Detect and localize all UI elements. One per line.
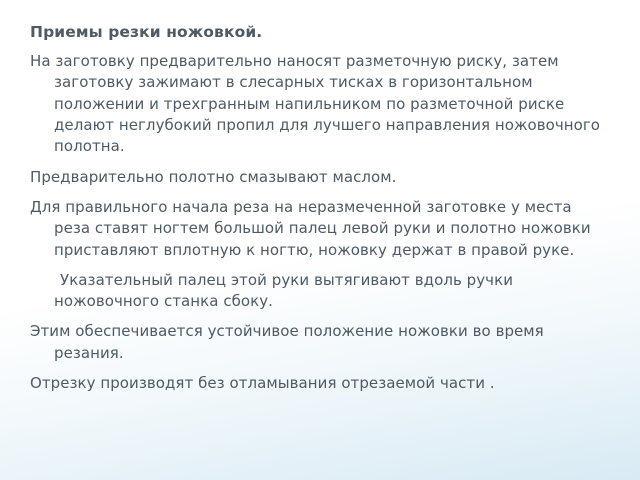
body-paragraph-2: Предварительно полотно смазывают маслом. <box>30 167 397 186</box>
slide-title: Приемы резки ножовкой. <box>30 23 263 41</box>
body-paragraph-1: На заготовку предварительно наносят разметочную риску, затем заготовку зажимают в слесарных тисках в горизонтальном положении и трехгранным напильником по разметочной риске делают неглубокий пропил для лучшего направления ножовочного полотна. <box>30 52 601 156</box>
body-paragraph-5: Этим обеспечивается устойчивое положение ножовки во время резания. <box>30 322 544 362</box>
body-paragraph-3: Для правильного начала реза на неразмеченной заготовке у места реза ставят ногтем большой палец левой руки и полотно ножовки приставляют вплотную к ногтю, ножовку держат в правой руке. <box>30 197 591 259</box>
body-paragraph-4: Указательный палец этой руки вытягивают вдоль ручки ножовочного станка сбоку. <box>54 270 513 311</box>
slide-body <box>30 51 610 394</box>
body-paragraph-6: Отрезку производят без отламывания отрезаемой части . <box>30 374 495 392</box>
